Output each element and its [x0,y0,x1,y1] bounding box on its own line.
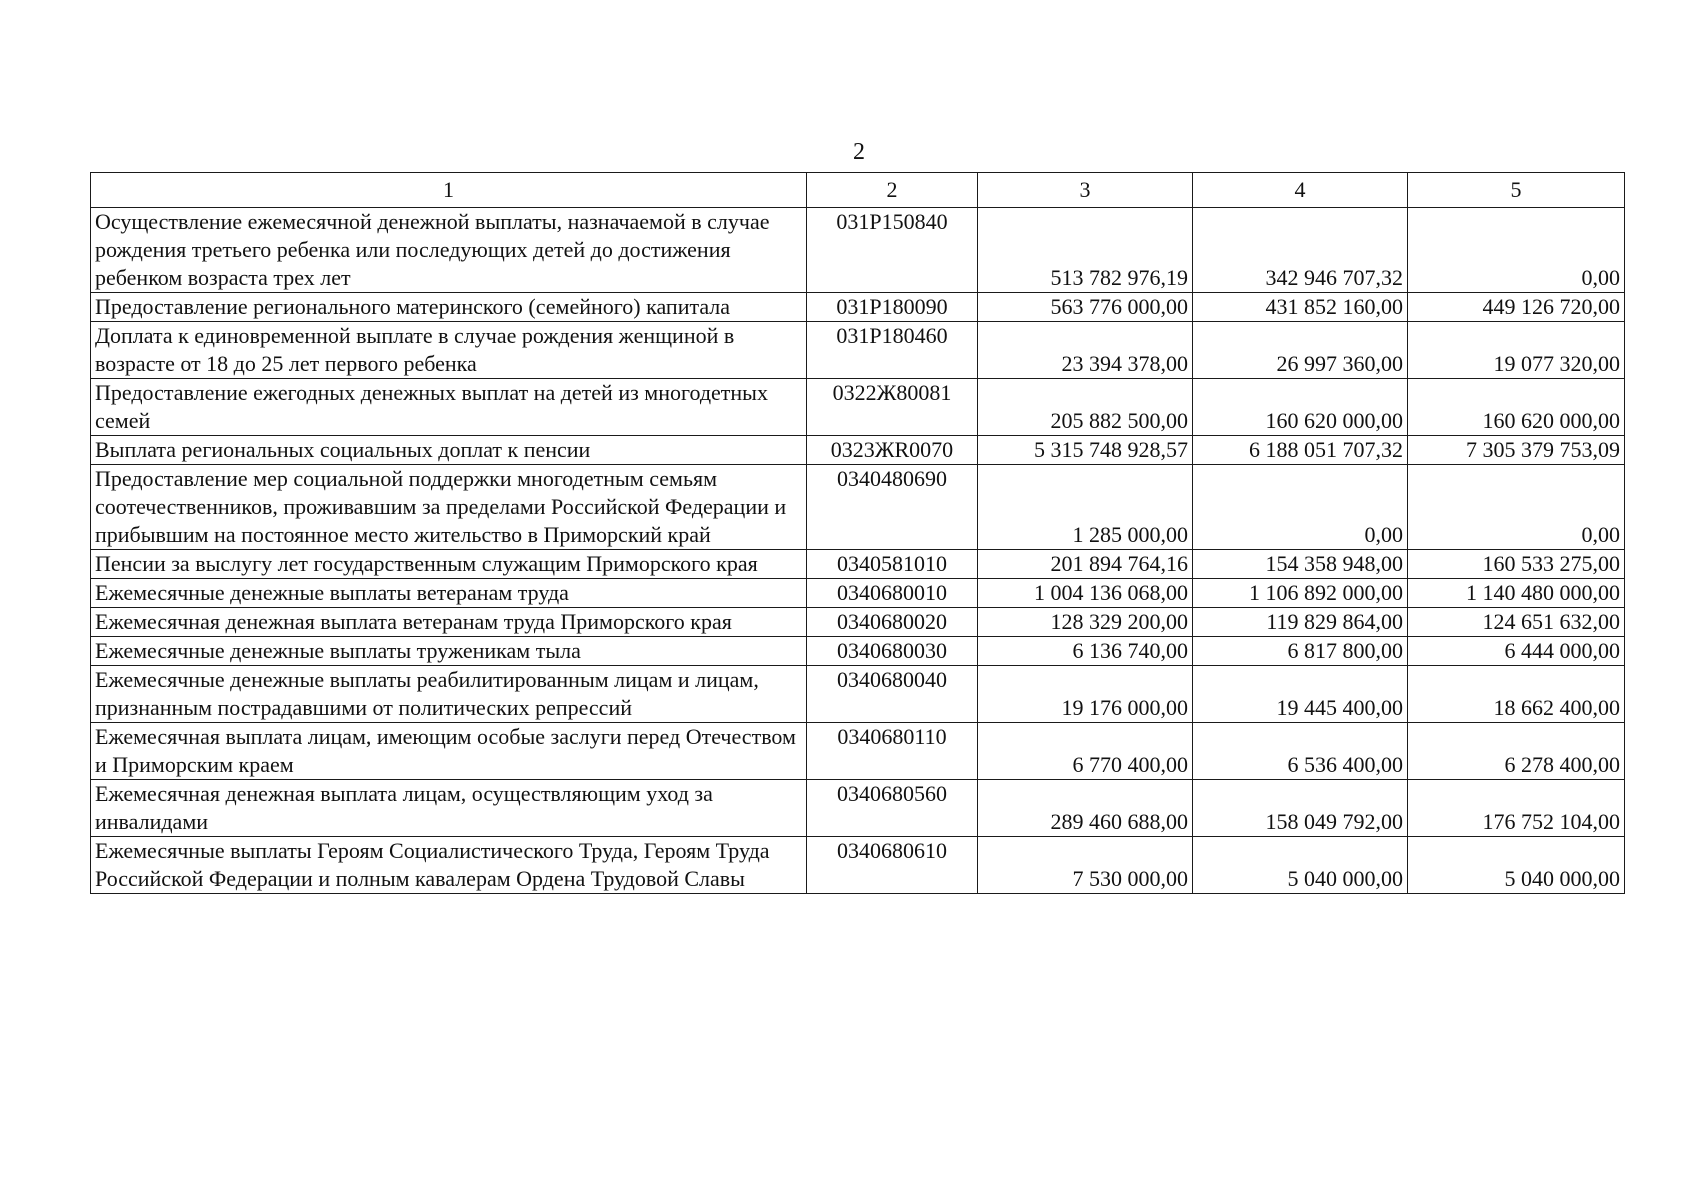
row-value-3: 128 329 200,00 [978,608,1193,637]
table-row [91,208,1625,293]
row-value-5: 0,00 [1408,208,1625,293]
header-col-4: 4 [1193,173,1408,208]
row-code: 0340680010 [807,579,978,608]
row-value-3: 563 776 000,00 [978,293,1193,322]
row-value-4: 26 997 360,00 [1193,322,1408,379]
row-value-5: 449 126 720,00 [1408,293,1625,322]
row-value-3: 1 004 136 068,00 [978,579,1193,608]
table-row [91,436,1625,465]
row-value-4: 160 620 000,00 [1193,379,1408,436]
table-row [91,550,1625,579]
row-value-5: 19 077 320,00 [1408,322,1625,379]
row-value-5: 1 140 480 000,00 [1408,579,1625,608]
row-value-3: 6 136 740,00 [978,637,1193,666]
row-name: Ежемесячная денежная выплата ветеранам труда Приморского края [91,608,807,637]
row-name: Ежемесячные выплаты Героям Социалистического Труда, Героям Труда Российской Федерации и полным кавалерам Ордена Трудовой Славы [91,837,807,894]
row-code: 0340581010 [807,550,978,579]
row-value-5: 5 040 000,00 [1408,837,1625,894]
row-name: Ежемесячные денежные выплаты ветеранам труда [91,579,807,608]
row-code: 0340680610 [807,837,978,894]
table-row [91,579,1625,608]
row-code: 031P150840 [807,208,978,293]
row-value-5: 18 662 400,00 [1408,666,1625,723]
table-header [91,173,1625,208]
header-col-5: 5 [1408,173,1625,208]
table-row [91,637,1625,666]
row-code: 031P180090 [807,293,978,322]
row-value-4: 5 040 000,00 [1193,837,1408,894]
row-name: Доплата к единовременной выплате в случае рождения женщиной в возрасте от 18 до 25 лет первого ребенка [91,322,807,379]
row-value-4: 6 817 800,00 [1193,637,1408,666]
row-code: 0340680040 [807,666,978,723]
row-value-4: 6 536 400,00 [1193,723,1408,780]
row-value-4: 342 946 707,32 [1193,208,1408,293]
row-value-5: 6 444 000,00 [1408,637,1625,666]
row-name: Предоставление регионального материнского (семейного) капитала [91,293,807,322]
row-name: Ежемесячные денежные выплаты труженикам тыла [91,637,807,666]
row-code: 031P180460 [807,322,978,379]
row-name: Предоставление мер социальной поддержки многодетным семьям соотечественников, проживавшим за пределами Российской Федерации и прибывшим на постоянное место жительство в Приморский край [91,465,807,550]
header-col-3: 3 [978,173,1193,208]
row-value-4: 19 445 400,00 [1193,666,1408,723]
row-value-3: 5 315 748 928,57 [978,436,1193,465]
row-value-5: 124 651 632,00 [1408,608,1625,637]
row-value-5: 6 278 400,00 [1408,723,1625,780]
row-value-5: 0,00 [1408,465,1625,550]
row-value-3: 7 530 000,00 [978,837,1193,894]
table-row [91,379,1625,436]
row-code: 0323ЖR0070 [807,436,978,465]
row-value-5: 160 533 275,00 [1408,550,1625,579]
row-name: Осуществление ежемесячной денежной выплаты, назначаемой в случае рождения третьего ребенка или последующих детей до достижения ребенком возраста трех лет [91,208,807,293]
row-value-5: 160 620 000,00 [1408,379,1625,436]
row-name: Ежемесячная денежная выплата лицам, осуществляющим уход за инвалидами [91,780,807,837]
row-value-3: 205 882 500,00 [978,379,1193,436]
row-code: 0322Ж80081 [807,379,978,436]
row-value-3: 19 176 000,00 [978,666,1193,723]
row-value-5: 176 752 104,00 [1408,780,1625,837]
row-value-3: 23 394 378,00 [978,322,1193,379]
row-name: Предоставление ежегодных денежных выплат на детей из многодетных семей [91,379,807,436]
table-row [91,666,1625,723]
row-code: 0340680020 [807,608,978,637]
table-row [91,322,1625,379]
table-row [91,608,1625,637]
header-col-1: 1 [91,173,807,208]
table-row [91,465,1625,550]
row-code: 0340680560 [807,780,978,837]
row-value-3: 201 894 764,16 [978,550,1193,579]
row-value-4: 431 852 160,00 [1193,293,1408,322]
row-value-3: 1 285 000,00 [978,465,1193,550]
table-row [91,780,1625,837]
row-value-4: 0,00 [1193,465,1408,550]
row-value-3: 6 770 400,00 [978,723,1193,780]
table-row [91,293,1625,322]
row-value-3: 513 782 976,19 [978,208,1193,293]
row-name: Выплата региональных социальных доплат к пенсии [91,436,807,465]
row-name: Пенсии за выслугу лет государственным служащим Приморского края [91,550,807,579]
row-name: Ежемесячная выплата лицам, имеющим особые заслуги перед Отечеством и Приморским краем [91,723,807,780]
row-value-4: 119 829 864,00 [1193,608,1408,637]
row-code: 0340480690 [807,465,978,550]
row-value-4: 158 049 792,00 [1193,780,1408,837]
row-code: 0340680030 [807,637,978,666]
row-code: 0340680110 [807,723,978,780]
row-value-4: 1 106 892 000,00 [1193,579,1408,608]
row-value-4: 154 358 948,00 [1193,550,1408,579]
row-value-5: 7 305 379 753,09 [1408,436,1625,465]
table-row [91,723,1625,780]
table-body [91,208,1625,894]
page-number: 2 [853,139,865,165]
row-name: Ежемесячные денежные выплаты реабилитированным лицам и лицам, признанным пострадавшими от политических репрессий [91,666,807,723]
budget-table [90,172,1625,894]
header-col-2: 2 [807,173,978,208]
row-value-3: 289 460 688,00 [978,780,1193,837]
row-value-4: 6 188 051 707,32 [1193,436,1408,465]
table-row [91,837,1625,894]
header-row [91,173,1625,208]
